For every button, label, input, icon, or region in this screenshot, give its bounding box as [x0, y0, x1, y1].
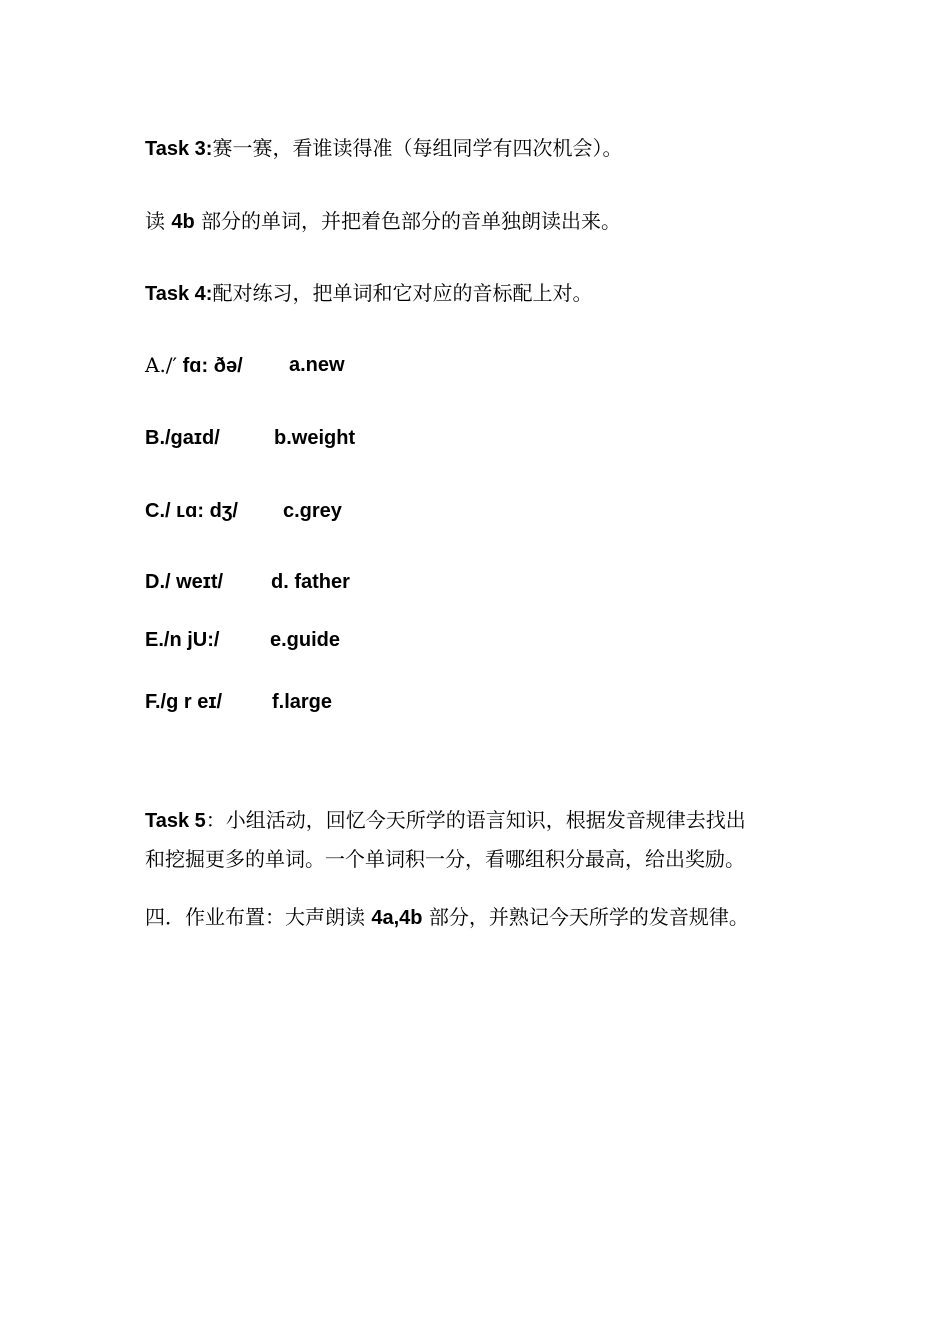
read4b-line	[145, 209, 621, 234]
match-row-f	[145, 690, 333, 714]
task4-text: 配对练习，把单词和它对应的音标配上对。	[212, 281, 593, 305]
homework-pre: 四．作业布置：大声朗读	[145, 905, 365, 929]
phonetic-c: C./ ʟɑ: dʒ/	[145, 500, 238, 522]
task4-line	[145, 281, 592, 306]
task5-line2	[145, 847, 745, 871]
phonetic-prefix-a: A./′	[145, 353, 178, 377]
task5-line1	[145, 808, 746, 833]
task5-label: Task 5	[145, 810, 206, 832]
read4b-num: 4b	[171, 211, 195, 233]
read4b-post: 部分的单词，并把着色部分的音单独朗读出来。	[201, 209, 622, 233]
homework-post: 部分，并熟记今天所学的发音规律。	[428, 905, 749, 929]
task5-text-line2: 和挖掘更多的单词。一个单词积一分，看哪组积分最高，给出奖励。	[145, 847, 745, 871]
match-row-c	[145, 499, 342, 523]
match-row-a	[145, 353, 345, 378]
match-row-b	[145, 426, 356, 450]
match-row-d	[145, 570, 350, 594]
word-d: d. father	[271, 571, 350, 593]
homework-line	[145, 905, 749, 930]
task3-line	[145, 136, 622, 161]
task3-label: Task 3:	[145, 138, 213, 160]
match-row-e	[145, 628, 341, 652]
task4-label: Task 4:	[145, 283, 213, 305]
task3-text: 赛一赛，看谁读得准（每组同学有四次机会）。	[212, 136, 623, 160]
word-f: f.large	[272, 691, 333, 713]
phonetic-b: B./gaɪd/	[145, 427, 220, 449]
word-a: a.new	[289, 354, 345, 376]
word-c: c.grey	[283, 500, 342, 522]
phonetic-e: E./n jU:/	[145, 629, 220, 651]
read4b-pre: 读	[145, 209, 165, 233]
phonetic-d: D./ weɪt/	[145, 571, 224, 593]
word-b: b.weight	[274, 427, 356, 449]
phonetic-f: F./g r eɪ/	[145, 691, 223, 713]
task5-text-line1: ：小组活动，回忆今天所学的语言知识，根据发音规律去找出	[205, 808, 746, 832]
homework-nums: 4a,4b	[371, 907, 423, 929]
phonetic-a: fɑ: ðə/	[177, 355, 243, 377]
word-e: e.guide	[270, 629, 341, 651]
